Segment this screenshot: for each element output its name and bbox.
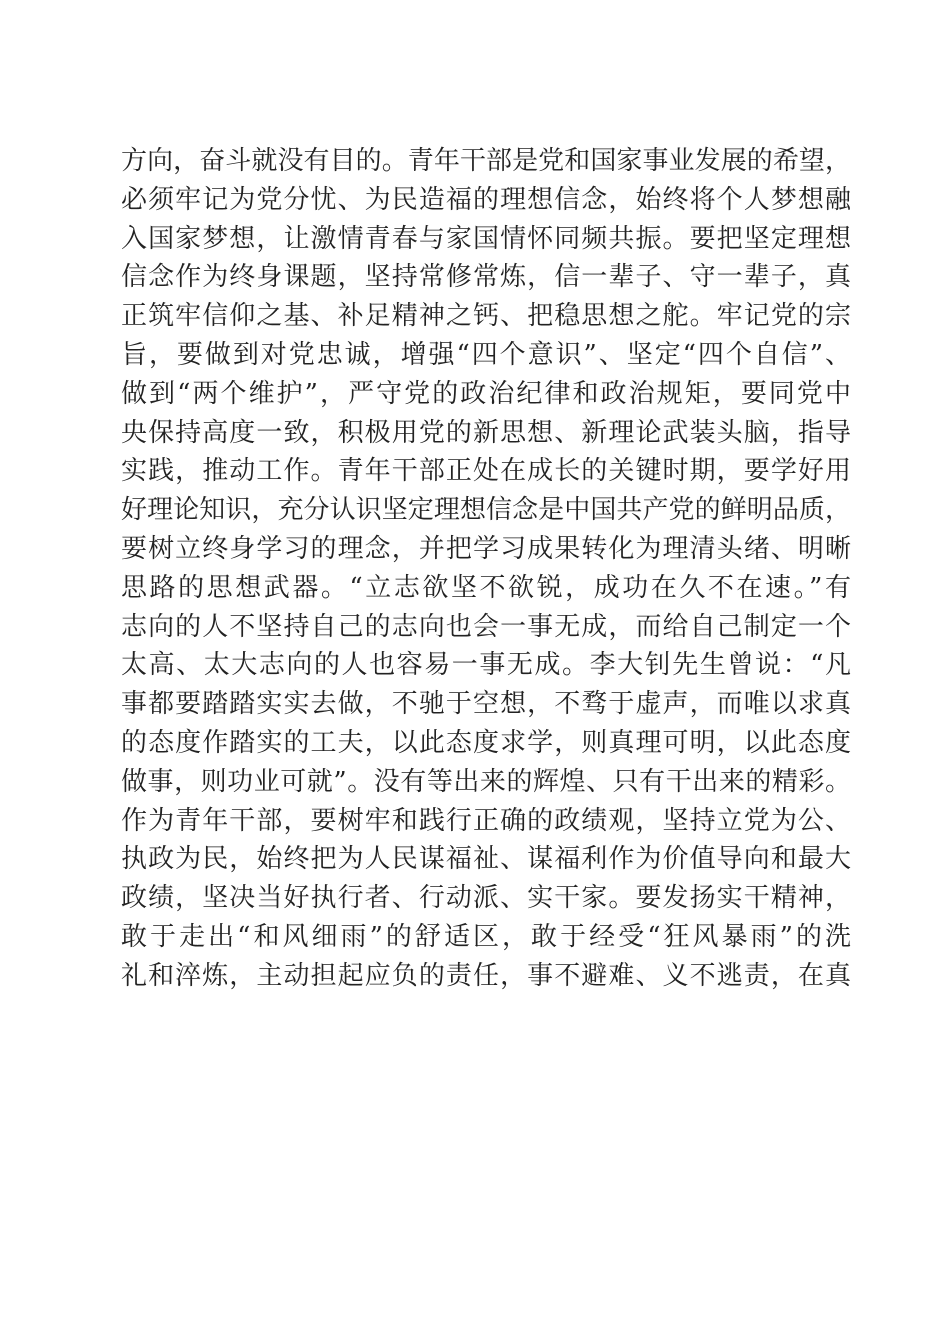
text-line: 做事，则功业可就”。没有等出来的辉煌、只有干出来的精彩。 — [121, 766, 851, 797]
text-line: 太高、太大志向的人也容易一事无成。李大钊先生曾说：“凡 — [121, 650, 851, 681]
text-line: 敢于走出“和风细雨”的舒适区，敢于经受“狂风暴雨”的洗 — [121, 921, 851, 952]
text-line: 政绩，坚决当好执行者、行动派、实干家。要发扬实干精神， — [121, 883, 851, 914]
text-line: 要树立终身学习的理念，并把学习成果转化为理清头绪、明晰 — [121, 533, 851, 564]
text-line: 礼和淬炼，主动担起应负的责任，事不避难、义不逃责，在真 — [121, 960, 851, 991]
text-line: 做到“两个维护”，严守党的政治纪律和政治规矩，要同党中 — [121, 378, 851, 409]
text-line: 入国家梦想，让激情青春与家国情怀同频共振。要把坚定理想 — [121, 223, 851, 254]
text-line: 事都要踏踏实实去做，不驰于空想，不骛于虚声，而唯以求真 — [121, 689, 851, 720]
text-line: 央保持高度一致，积极用党的新思想、新理论武装头脑，指导 — [121, 417, 851, 448]
text-line: 好理论知识，充分认识坚定理想信念是中国共产党的鲜明品质， — [121, 495, 851, 526]
text-line: 实践，推动工作。青年干部正处在成长的关键时期，要学好用 — [121, 456, 851, 487]
text-line: 旨，要做到对党忠诚，增强“四个意识”、坚定“四个自信”、 — [121, 339, 851, 370]
text-line: 方向，奋斗就没有目的。青年干部是党和国家事业发展的希望， — [121, 146, 851, 176]
text-line: 执政为民，始终把为人民谋福祉、谋福利作为价值导向和最大 — [121, 844, 851, 875]
text-line: 正筑牢信仰之基、补足精神之钙、把稳思想之舵。牢记党的宗 — [121, 301, 851, 332]
text-line: 志向的人不坚持自己的志向也会一事无成，而给自己制定一个 — [121, 611, 851, 642]
text-line: 作为青年干部，要树牢和践行正确的政绩观，坚持立党为公、 — [121, 805, 851, 836]
body-text — [121, 142, 851, 996]
text-line: 思路的思想武器。“立志欲坚不欲锐，成功在久不在速。”有 — [121, 572, 851, 603]
text-line: 的态度作踏实的工夫，以此态度求学，则真理可明，以此态度 — [121, 727, 851, 758]
text-line: 信念作为终身课题，坚持常修常炼，信一辈子、守一辈子，真 — [121, 262, 851, 293]
text-line: 必须牢记为党分忧、为民造福的理想信念，始终将个人梦想融 — [121, 184, 851, 215]
